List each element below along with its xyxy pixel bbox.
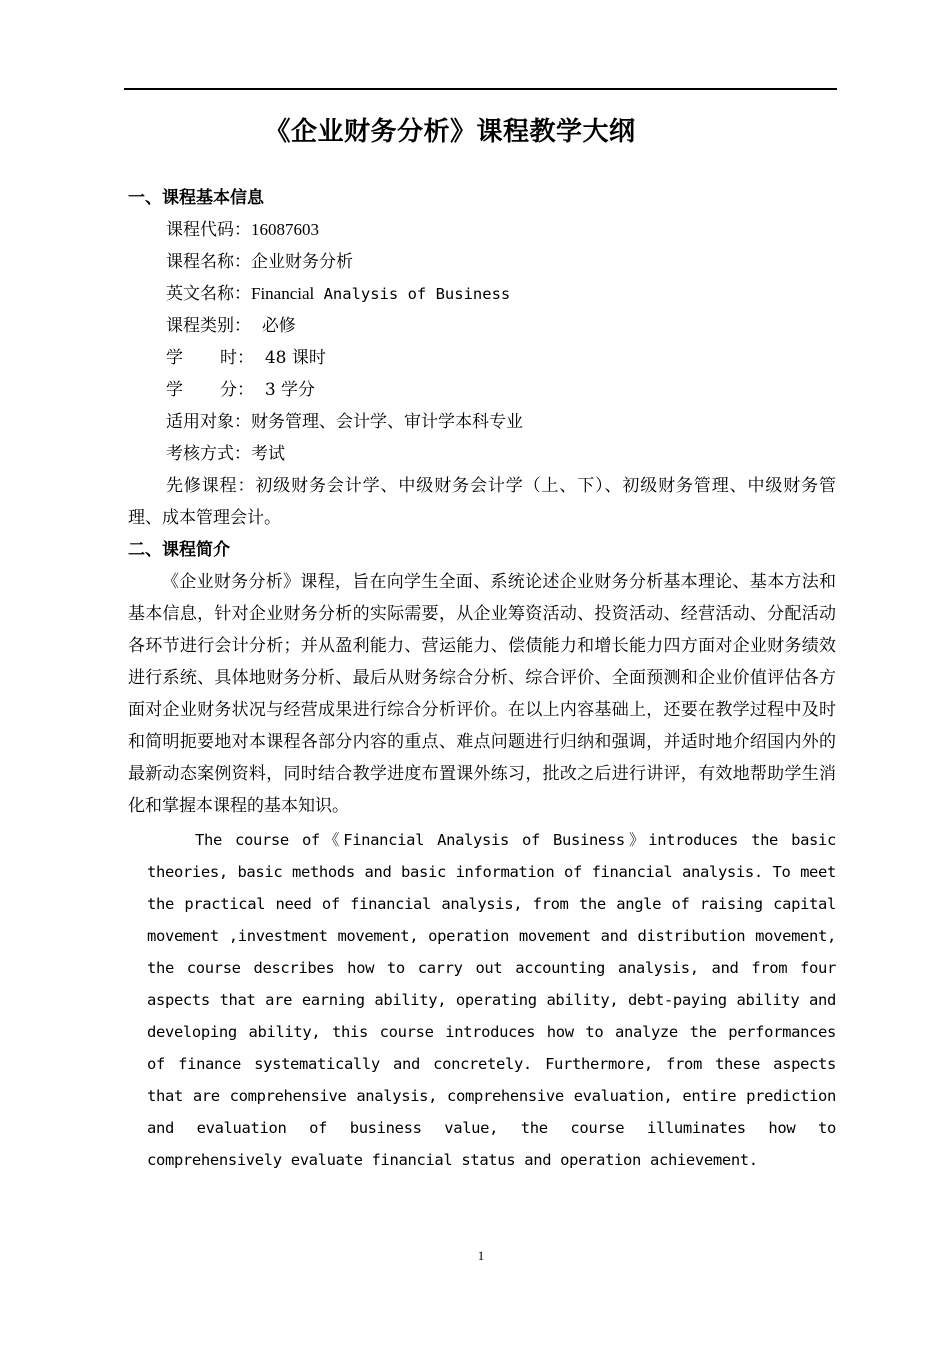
course-name-label: 课程名称：	[166, 252, 251, 272]
course-credits-value: 3 学分	[264, 380, 316, 400]
english-name-row	[128, 278, 836, 310]
course-assessment-row	[128, 438, 836, 470]
course-audience-label: 适用对象：	[166, 412, 251, 432]
course-code-value: 16087603	[251, 220, 319, 239]
course-credits-row	[128, 374, 836, 406]
course-category-label: 课程类别：	[166, 316, 251, 336]
introduction-english-paragraph: The course of《Financial Analysis of Business》introduces the basic theories, basic methods and basic information of financial analysis. To meet the practical need of financial analysis, from the angle of raising capital movement ,investment movement, operation movement and distribution movement, the course describes how to carry out accounting analysis, and from four aspects that are earning ability, operating ability, debt-paying ability and developing ability, this course introduces how to analyze the performances of finance systematically and concretely. Furthermore, from these aspects that are comprehensive analysis, comprehensive evaluation, entire prediction and evaluation of business value, the course illuminates how to comprehensively evaluate financial status and operation achievement.	[147, 831, 836, 1169]
section-heading-introduction: 二、课程简介	[128, 540, 230, 560]
introduction-chinese-paragraph: 《企业财务分析》课程，旨在向学生全面、系统论述企业财务分析基本理论、基本方法和基本信息，针对企业财务分析的实际需要，从企业筹资活动、投资活动、经营活动、分配活动各环节进行会计分析；并从盈利能力、营运能力、偿债能力和增长能力四方面对企业财务绩效进行系统、具体地财务分析、最后从财务综合分析、综合评价、全面预测和企业价值评估各方面对企业财务状况与经营成果进行综合分析评价。在以上内容基础上，还要在教学过程中及时和简明扼要地对本课程各部分内容的重点、难点问题进行归纳和强调，并适时地介绍国内外的最新动态案例资料，同时结合教学进度布置课外练习，批改之后进行讲评，有效地帮助学生消化和掌握本课程的基本知识。	[128, 572, 836, 816]
course-hours-value: 48 课时	[264, 348, 326, 368]
course-code-label: 课程代码：	[166, 220, 251, 240]
course-credits-label-a: 学	[166, 380, 183, 400]
course-audience-row	[128, 406, 836, 438]
prerequisite-label: 先修课程：	[166, 476, 256, 496]
section-heading-basic-info: 一、课程基本信息	[128, 188, 264, 208]
page-number: 1	[477, 1248, 485, 1263]
course-hours-row	[128, 342, 836, 374]
course-hours-label-a: 学	[166, 348, 183, 368]
english-name-label: 英文名称：	[166, 284, 251, 304]
english-name-value-rest: Analysis of Business	[314, 285, 511, 303]
course-assessment-label: 考核方式：	[166, 444, 251, 464]
prerequisite-paragraph	[128, 470, 836, 534]
course-code-row	[128, 214, 836, 246]
course-credits-label-b: 分：	[220, 380, 254, 400]
document-body	[128, 182, 836, 1176]
course-name-value: 企业财务分析	[251, 252, 353, 272]
course-assessment-value: 考试	[251, 444, 285, 464]
course-audience-value: 财务管理、会计学、审计学本科专业	[251, 412, 523, 432]
course-hours-label-b: 时：	[220, 348, 254, 368]
document-title: 《企业财务分析》课程教学大纲	[264, 117, 636, 147]
course-name-row	[128, 246, 836, 278]
header-rule	[124, 88, 837, 90]
course-category-row	[128, 310, 836, 342]
course-hours-label	[166, 342, 254, 374]
prerequisite-value: 初级财务会计学、中级财务会计学（上、下）、初级财务管理、中级财务管理、成本管理会计。	[128, 476, 837, 528]
course-category-value: 必修	[261, 316, 296, 336]
english-name-value-first: Financial	[251, 284, 315, 303]
course-credits-label	[166, 374, 254, 406]
